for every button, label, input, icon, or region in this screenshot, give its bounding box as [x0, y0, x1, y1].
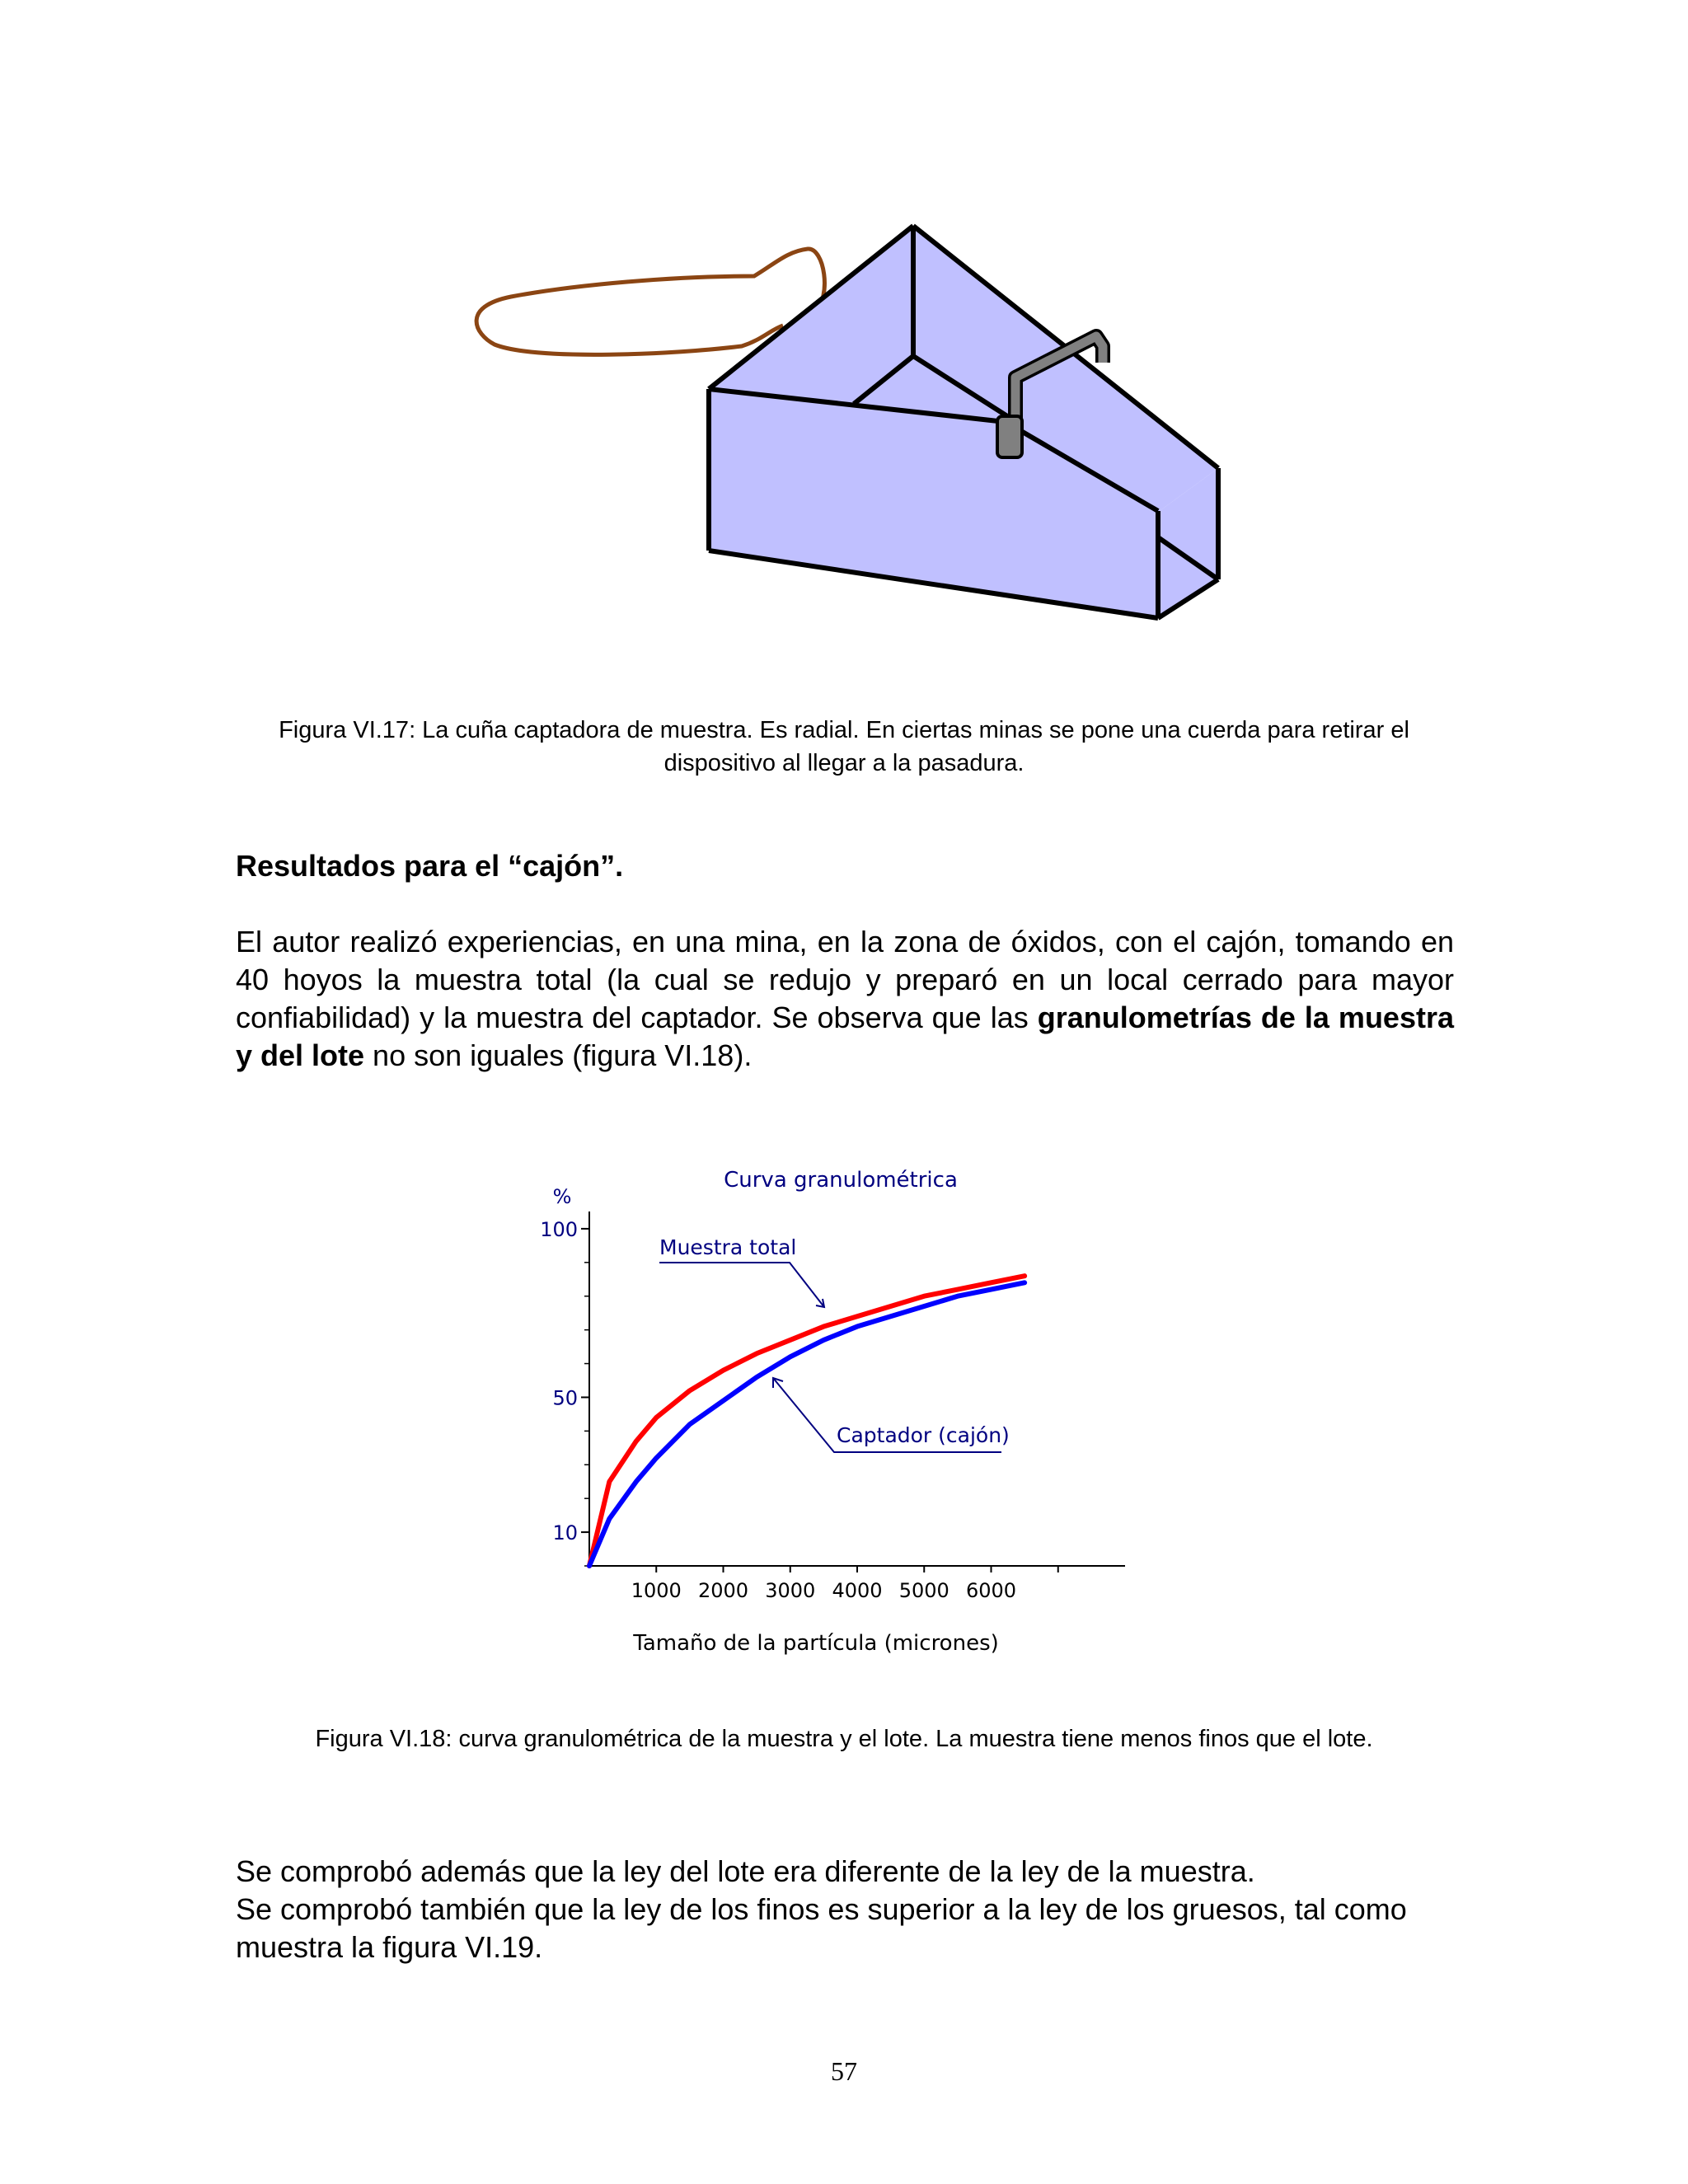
paragraph-emphasis: granulometrías de la muestra y del lote [236, 1001, 1454, 1072]
annotation-captador: Captador (cajón) [837, 1423, 1010, 1447]
x-tick-label: 3000 [765, 1579, 816, 1602]
paragraph-conclusions [236, 1853, 1454, 1966]
paragraph-text-end: no son iguales (figura VI.18). [364, 1038, 753, 1072]
figure-caption-vi17: Figura VI.17: La cuña captadora de muestra. Es radial. En ciertas minas se pone una cuerda para retirar el dispositivo al llegar a la pasadura. [279, 717, 1409, 776]
page-number: 57 [831, 2056, 857, 2086]
x-tick-label: 6000 [965, 1579, 1017, 1602]
paragraph-line: Se comprobó también que la ley de los finos es superior a la ley de los gruesos, tal como muestra la figura VI.19. [236, 1892, 1407, 1964]
y-tick-label: 50 [552, 1386, 578, 1410]
section-heading: Resultados para el “cajón”. [236, 849, 624, 883]
chart-title: Curva granulométrica [724, 1168, 958, 1193]
granulometric-chart [511, 1154, 1154, 1665]
annotation-muestra-total: Muestra total [659, 1235, 797, 1259]
y-tick-label: 100 [540, 1217, 578, 1241]
x-tick-label: 2000 [697, 1579, 749, 1602]
y-axis-label: % [552, 1185, 572, 1208]
chart-axes [540, 1212, 1125, 1602]
chart-series [589, 1276, 1025, 1566]
wedge-sampler-figure [462, 206, 1253, 635]
x-tick-label: 4000 [832, 1579, 883, 1602]
x-tick-label: 5000 [898, 1579, 950, 1602]
y-tick-label: 10 [552, 1521, 578, 1545]
leader-line [659, 1263, 824, 1307]
paragraph-line: Se comprobó además que la ley del lote era diferente de la ley de la muestra. [236, 1854, 1255, 1888]
x-tick-label: 1000 [631, 1579, 682, 1602]
paragraph-results [236, 923, 1454, 1075]
figure-caption-vi18: Figura VI.18: curva granulométrica de la muestra y el lote. La muestra tiene menos finos que el lote. [315, 1726, 1373, 1752]
paragraph-text: El autor realizó experiencias, en una mina, en la zona de óxidos, con el cajón, tomando en 40 hoyos la muestra total (la cual se redujo y preparó en un local cerrado para mayor confiabilidad) y la muestra del captador. Se observa que las [236, 925, 1454, 1034]
x-axis-label: Tamaño de la partícula (micrones) [633, 1631, 999, 1656]
series-line-muestra-total [589, 1276, 1025, 1566]
chart-annotations [659, 1235, 1010, 1452]
